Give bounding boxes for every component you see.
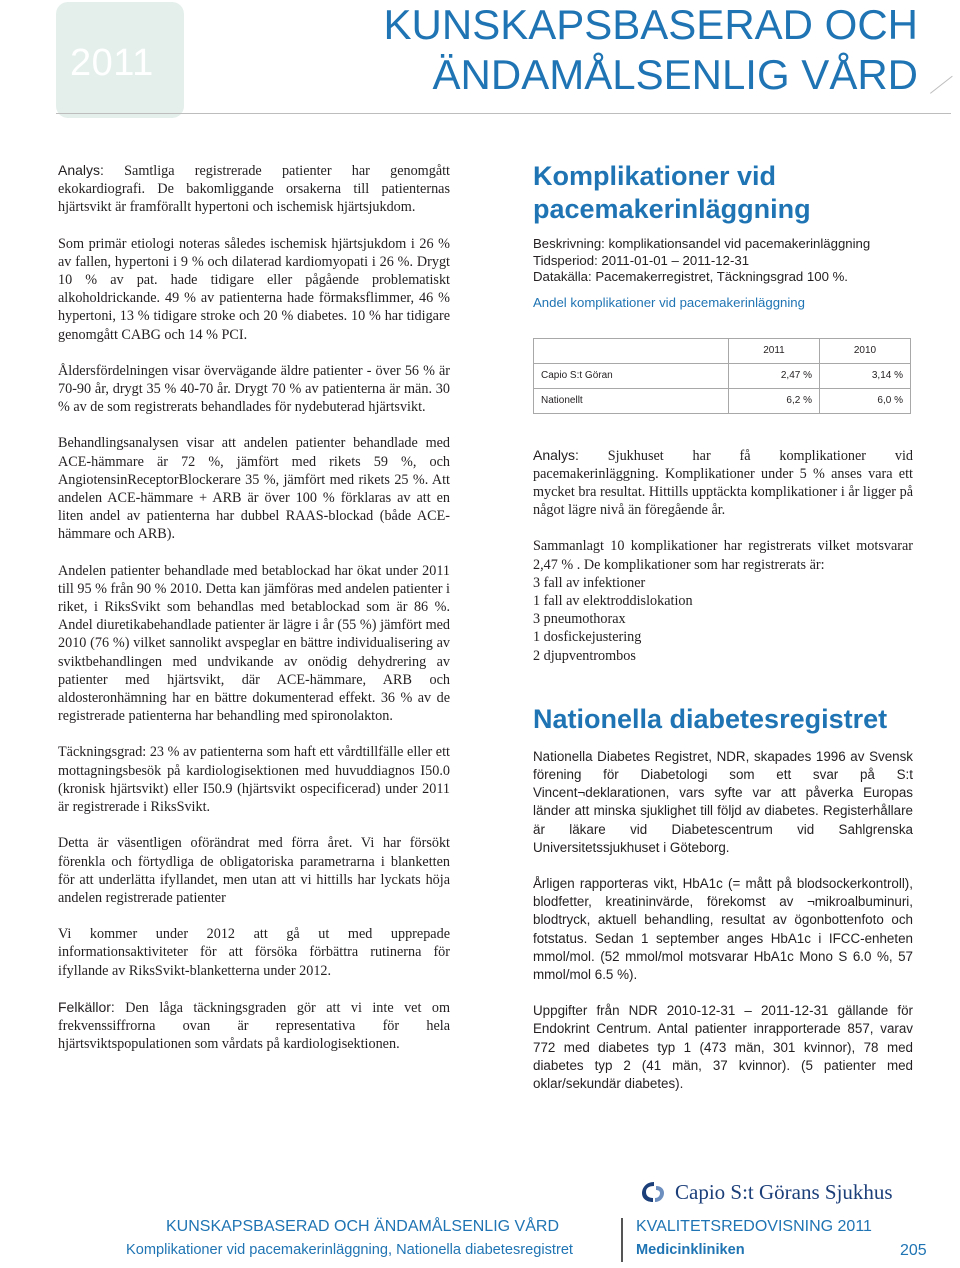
table-cell: 6,0 % bbox=[820, 388, 911, 413]
etiology-paragraph: Som primär etiologi noteras således ischemisk hjärtsjukdom i 26 % av fallen, hypertoni i 9 % och dilaterad kardiomyopati i 26 %. Drygt 10 % av pat. hade tidigare eller pågående problematiskt alkoholdrickande. 49 % av patienterna hade förmaksflimmer, 46 % hypertoni, 13 % tidigare stroke och 20 % diabetes. 10 % har tidigare genomgått CABG och 14 % PCI. bbox=[58, 235, 450, 343]
diabetes-section-title: Nationella diabetesregistret bbox=[533, 703, 888, 734]
table-cell: Nationellt bbox=[534, 388, 729, 413]
error-sources-text: Den låga täckningsgraden gör att vi inte vet om frekvenssiffrorna ovan är representativa för hela hjärtsviktspopulationen som vårdats på kardiologisektionen. bbox=[58, 999, 450, 1053]
datakalla-value: Pacemakerregistret, Täckningsgrad 100 %. bbox=[591, 269, 848, 284]
list-item: 2 djupventrombos bbox=[533, 647, 636, 664]
pacemaker-analysis-text: Sjukhuset har få komplikationer vid pacemakerinläggning. Komplikationer under 5 % anses vara ett mycket bra resultat. Hittills upptäckta komplikationer i år ligger på något lägre nivå än föregående år. bbox=[533, 447, 913, 519]
beskrivning-line bbox=[533, 236, 913, 253]
table-header-cell bbox=[534, 338, 729, 363]
analysis-text: Samtliga registrerade patienter har genomgått ekokardiografi. De bakomliggande orsakerna till patienternas hjärtsvikt är framförallt hypertoni och ischemisk hjärtsjukdom. bbox=[58, 163, 450, 216]
year-label: 2011 bbox=[70, 42, 154, 84]
pacemaker-analysis bbox=[533, 446, 913, 520]
plan-paragraph: Vi kommer under 2012 att gå ut med upprepade informationsaktiviteter för att försöka förbättra rutinerna för ifyllande av RiksSvikt-blanketterna under 2012. bbox=[58, 926, 450, 979]
table-header-cell: 2011 bbox=[729, 338, 820, 363]
beskrivning-label: Beskrivning: bbox=[533, 236, 605, 251]
complications-list bbox=[533, 574, 913, 665]
list-item: 1 fall av elektroddislokation bbox=[533, 592, 693, 609]
datakalla-line bbox=[533, 269, 913, 286]
tidsperiod-line bbox=[533, 253, 913, 270]
left-column bbox=[58, 161, 450, 1071]
page-number: 205 bbox=[900, 1242, 927, 1259]
pacemaker-section-title: Komplikationer vid pacemakerinläggning bbox=[533, 161, 811, 224]
right-column bbox=[533, 160, 913, 1111]
datakalla-label: Datakälla: bbox=[533, 269, 592, 284]
error-sources-paragraph bbox=[58, 998, 450, 1054]
betablocker-paragraph: Andelen patienter behandlade med betablockad har ökat under 2011 till 95 % från 90 % 2010. Detta kan jämföras med andelen patienter i riket, i RiksSvikt som behandlas med betablockad som är 86 %. Andel diuretikabehandlade patienter är lägre i år (55 %) jämfört med 2010 (76 %) vilket sannolikt avspeglar en bättre individualisering av sviktbehandlingen med undvikande av onödig dehydrering av patienter med hjärtsvikt, där ACE-hämmare, ARB och aldosteronhämning har en bättre dokumenterad effekt. 36 % av de registrerade patienterna har behandling med spironolakton. bbox=[58, 562, 450, 725]
table-cell: 3,14 % bbox=[820, 363, 911, 388]
capio-logo-text: Capio S:t Görans Sjukhus bbox=[675, 1180, 893, 1204]
beskrivning-value: komplikationsandel vid pacemakerinläggning bbox=[604, 236, 871, 251]
felkallor-label: Felkällor: bbox=[58, 998, 115, 1015]
footer-divider bbox=[621, 1218, 623, 1262]
diabetes-paragraph-3: Uppgifter från NDR 2010-12-31 – 2011-12-31 gällande för Endokrint Centrum. Antal patienter inrapporterade 857, varav 772 med diabetes typ 1 (473 män, 301 kvinnor), 78 med diabetes typ 2 (41 män, 37 kvinnor). (5 patienter med oklar/sekundär diabetes). bbox=[533, 1003, 913, 1091]
table-row bbox=[534, 363, 911, 388]
table-row bbox=[534, 388, 911, 413]
table-header-cell: 2010 bbox=[820, 338, 911, 363]
summary-paragraph: Sammanlagt 10 komplikationer har registrerats vilket motsvarar 2,47 % . De komplikationer som har registrerats är: bbox=[533, 538, 913, 573]
page-title-line1: KUNSKAPSBASERAD OCH bbox=[383, 1, 918, 48]
title-divider bbox=[56, 113, 951, 114]
page-title-line2: ÄNDAMÅLSENLIG VÅRD bbox=[432, 51, 918, 98]
capio-logo-icon bbox=[640, 1180, 668, 1204]
footer-section-subtitle: Komplikationer vid pacemakerinläggning, Nationella diabetesregistret bbox=[126, 1242, 573, 1258]
list-item: 1 dosfickejustering bbox=[533, 629, 642, 646]
age-paragraph: Åldersfördelningen visar övervägande äldre patienter - över 56 % är 70-90 år, drygt 35 % 40-70 år. Drygt 70 % av patienterna är män. 30 % av de som registrerats behandlades för nydebuterad hjärtsvikt. bbox=[58, 362, 450, 416]
footer-department: Medicinkliniken bbox=[636, 1242, 745, 1258]
table-cell: 6,2 % bbox=[729, 388, 820, 413]
analys-label-right: Analys: bbox=[533, 446, 579, 463]
diabetes-paragraph-1: Nationella Diabetes Registret, NDR, skapades 1996 av Svensk förening för Diabetologi som ett svar på S:t Vincent¬deklarationen, vars syfte var att påverka Europas länder att minska sjuklighet till följd av diabetes. Registerhållare är läkare vid Diabetescentrum vid Sahlgrenska Universitetssjukhuset i Göteborg. bbox=[533, 748, 913, 855]
table-caption: Andel komplikationer vid pacemakerinläggning bbox=[533, 294, 805, 310]
capio-logo bbox=[640, 1180, 910, 1206]
list-item: 3 pneumothorax bbox=[533, 611, 626, 628]
table-header-row bbox=[534, 338, 911, 363]
complications-table bbox=[533, 338, 911, 414]
footer-report-title: KVALITETSREDOVISNING 2011 bbox=[636, 1218, 872, 1235]
analysis-paragraph bbox=[58, 161, 450, 217]
coverage-paragraph: Täckningsgrad: 23 % av patienterna som haft ett vårdtillfälle eller ett mottagningsbesök på kardiologisektionen med huvuddiagnos I50.0 (kronisk hjärtsvikt) eller I50.9 (hjärtsvikt ospecificerad) under 2011 är registrerade i RiksSvikt. bbox=[58, 744, 450, 816]
diabetes-paragraph-2: Årligen rapporteras vikt, HbA1c (= mått på blodsockerkontroll), blodfetter, kreatininvärde, förekomst av ¬mikroalbuminuri, blodtryck, aktuell behandling, resultat av ögonbottenfoto och fotstatus. Sedan 1 september anges HbA1c i IFCC-enheten mmol/mol. (52 mmol/mol motsvarar HbA1c Mono S 6.0 %, 57 mmol/mol 6.5 %). bbox=[533, 875, 913, 982]
page-title bbox=[318, 0, 918, 100]
year-badge bbox=[56, 2, 184, 118]
table-cell: 2,47 % bbox=[729, 363, 820, 388]
title-divider-corner bbox=[930, 76, 960, 111]
analys-label: Analys: bbox=[58, 162, 104, 178]
footer-section-title: KUNSKAPSBASERAD OCH ÄNDAMÅLSENLIG VÅRD bbox=[166, 1218, 559, 1235]
treatment-paragraph: Behandlingsanalysen visar att andelen patienter behandlade med ACE-hämmare är 72 %, jämfört med rikets 59 %, och AngiotensinReceptorBlockerare 35 %, jämfört med rikets 25 %. Att andelen ACE-hämmare + ARB är över 100 % förklaras av att en liten andel av patienterna har dubbel RAAS-blockad (både ACE-hämmare och ARB). bbox=[58, 435, 450, 543]
list-item: 3 fall av infektioner bbox=[533, 574, 646, 591]
table-cell: Capio S:t Göran bbox=[534, 363, 729, 388]
tidsperiod-label: Tidsperiod: bbox=[533, 252, 598, 268]
tidsperiod-value: 2011-01-01 – 2011-12-31 bbox=[597, 252, 750, 268]
unchanged-paragraph: Detta är väsentligen oförändrat med förra året. Vi har försökt förenkla och förtydliga de obligatoriska parametrarna i blanketten för att underlätta ifyllandet, men utan att vi hittills har lyckats höja andelen registrerade patienter bbox=[58, 835, 450, 906]
